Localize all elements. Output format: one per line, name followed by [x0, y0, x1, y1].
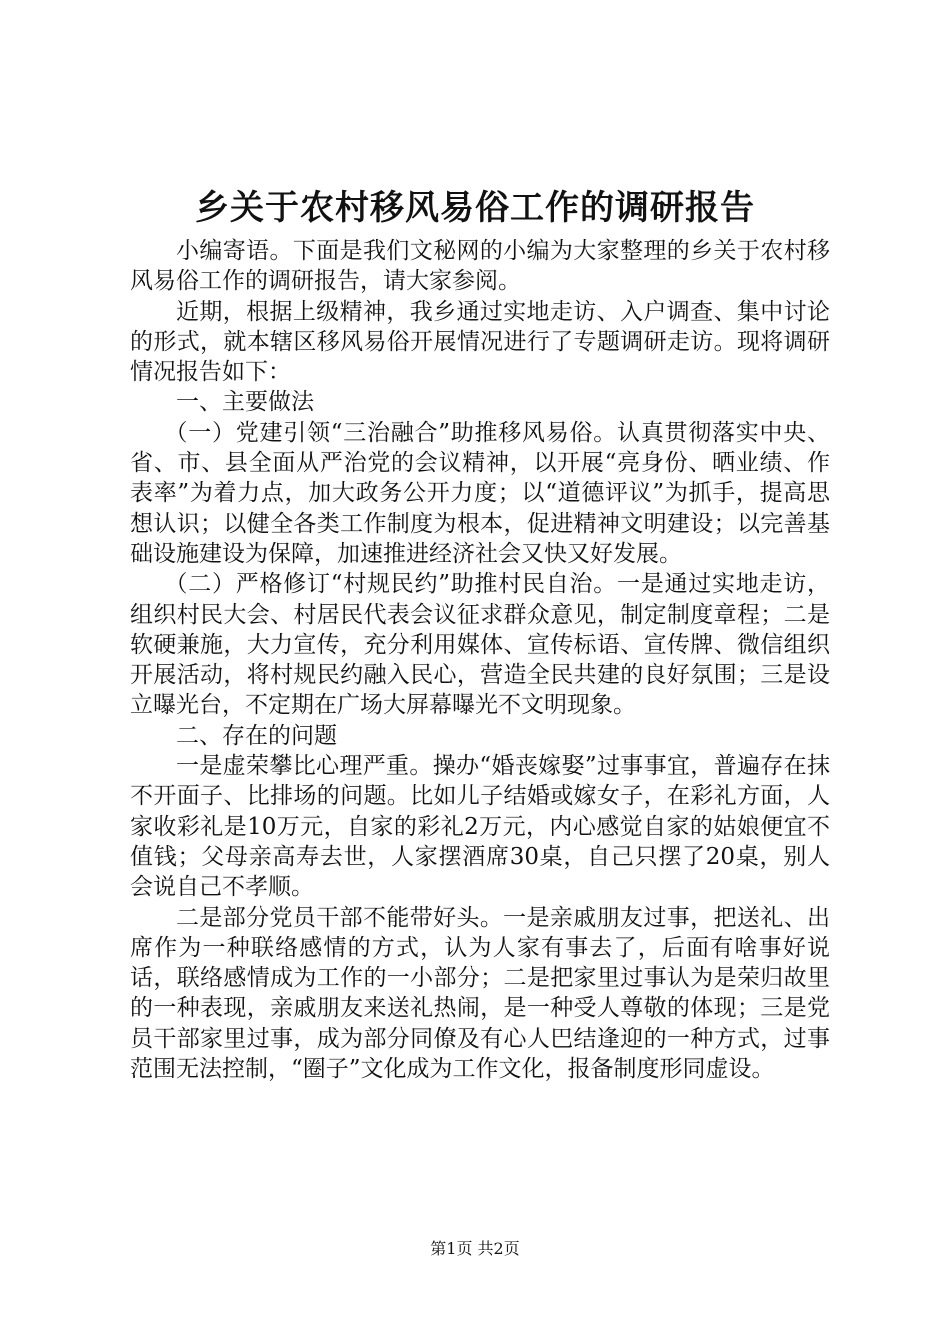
paragraph-practice-2: （二）严格修订“村规民约”助推村民自治。一是通过实地走访，组织村民大会、村居民代表会议征求群众意见，制定制度章程；二是软硬兼施，大力宣传，充分利用媒体、宣传标语、宣传牌、微信组织开展活动，将村规民约融入民心，营造全民共建的良好氛围；三是设立曝光台，不定期在广场大屏幕曝光不文明现象。 — [130, 571, 830, 719]
page-footer: 第1页 共2页 — [430, 1239, 520, 1258]
section-heading-main-practices: 一、主要做法 — [176, 389, 314, 416]
paragraph-practice-1: （一）党建引领“三治融合”助推移风易俗。认真贯彻落实中央、省、市、县全面从严治党的会议精神，以开展“亮身份、晒业绩、作表率”为着力点，加大政务公开力度；以“道德评议”为抓手，提高思想认识；以健全各类工作制度为根本，促进精神文明建设；以完善基础设施建设为保障，加速推进经济社会又快又好发展。 — [130, 419, 830, 567]
paragraph-intro: 小编寄语。下面是我们文秘网的小编为大家整理的乡关于农村移风易俗工作的调研报告，请大家参阅。 — [130, 238, 830, 295]
section-heading-problems: 二、存在的问题 — [176, 722, 337, 749]
paragraph-problem-1: 一是虚荣攀比心理严重。操办“婚丧嫁娶”过事事宜，普遍存在抹不开面子、比排场的问题。比如儿子结婚或嫁女子，在彩礼方面，人家收彩礼是10万元，自家的彩礼2万元，内心感觉自家的姑娘便宜不值钱；父母亲高寿去世，人家摆酒席30桌，自己只摆了20桌，别人会说自己不孝顺。 — [130, 753, 830, 901]
document-title: 乡关于农村移风易俗工作的调研报告 — [195, 188, 755, 228]
paragraph-problem-2: 二是部分党员干部不能带好头。一是亲戚朋友过事，把送礼、出席作为一种联络感情的方式，认为人家有事去了，后面有啥事好说话，联络感情成为工作的一小部分；二是把家里过事认为是荣归故里的一种表现，亲戚朋友来送礼热闹，是一种受人尊敬的体现；三是党员干部家里过事，成为部分同僚及有心人巴结逢迎的一种方式，过事范围无法控制，“圈子”文化成为工作文化，报备制度形同虚设。 — [130, 904, 830, 1083]
paragraph-background: 近期，根据上级精神，我乡通过实地走访、入户调查、集中讨论的形式，就本辖区移风易俗开展情况进行了专题调研走访。现将调研情况报告如下： — [130, 298, 830, 386]
document-body — [130, 236, 830, 1084]
